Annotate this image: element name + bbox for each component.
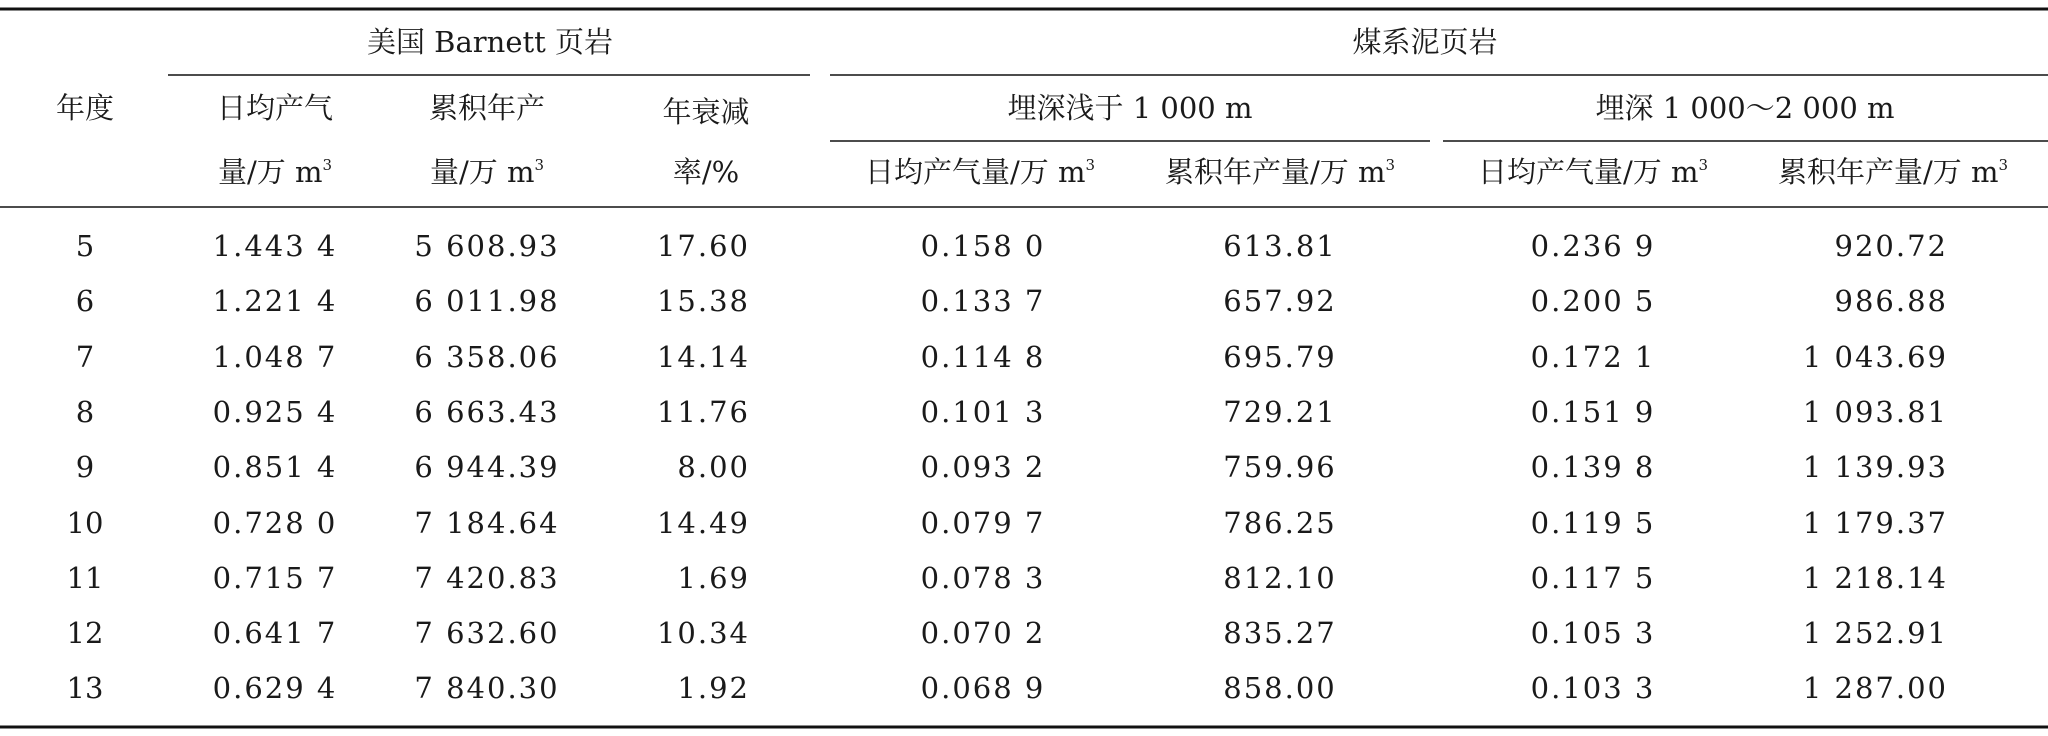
cell-dp-cum: 920.72 (1834, 229, 1948, 263)
cell-us-cum: 7 184.64 (414, 505, 560, 540)
us-daily-sup: 3 (322, 156, 333, 174)
cell-us-daily: 0.925 4 (212, 394, 338, 429)
cell-sh-daily: 0.093 2 (920, 450, 1046, 485)
shallow-daily-header (865, 155, 1095, 189)
shallow-daily-unit: 日均产气量/万 m (864, 155, 1086, 189)
cell-dp-daily: 0.117 5 (1530, 560, 1656, 595)
us-cum-header-line1: 累积年产 (428, 91, 546, 125)
deep-daily-unit: 日均产气量/万 m (1477, 155, 1699, 189)
cell-sh-cum: 613.81 (1223, 229, 1337, 263)
cell-us-cum: 5 608.93 (414, 229, 560, 263)
cell-dp-daily: 0.236 9 (1530, 229, 1656, 263)
cell-dp-cum: 1 287.00 (1802, 671, 1948, 706)
cell-dp-daily: 0.139 8 (1530, 450, 1656, 485)
cell-year: 12 (66, 616, 104, 651)
shallow-daily-sup: 3 (1085, 156, 1096, 174)
sub-shallow-header: 埋深浅于 1 000 m (1007, 91, 1253, 125)
cell-us-decline: 15.38 (656, 284, 750, 319)
us-decline-header-line1: 年衰减 (662, 95, 750, 129)
cell-sh-daily: 0.114 8 (920, 339, 1046, 374)
cell-sh-cum: 835.27 (1223, 616, 1337, 651)
us-cum-unit: 量/万 m (429, 155, 535, 189)
cell-us-daily: 0.715 7 (212, 560, 338, 595)
group-coal-header: 煤系泥页岩 (1352, 25, 1498, 59)
cell-dp-daily: 0.172 1 (1530, 339, 1656, 374)
cell-dp-daily: 0.105 3 (1530, 616, 1656, 651)
cell-us-decline: 14.14 (656, 339, 750, 374)
cell-us-cum: 6 663.43 (414, 394, 560, 429)
cell-us-daily: 0.629 4 (212, 671, 338, 706)
cell-sh-cum: 657.92 (1223, 284, 1337, 319)
cell-sh-daily: 0.079 7 (920, 505, 1046, 540)
cell-us-daily: 1.048 7 (212, 339, 338, 374)
cell-year: 11 (66, 560, 104, 595)
cell-dp-cum: 1 179.37 (1802, 505, 1948, 540)
cell-us-cum: 7 420.83 (414, 560, 560, 595)
cell-sh-daily: 0.101 3 (920, 394, 1046, 429)
cell-us-decline: 1.69 (677, 560, 750, 595)
cell-year: 9 (75, 450, 95, 485)
cell-dp-cum: 1 139.93 (1802, 450, 1948, 485)
deep-cum-header (1778, 155, 2008, 189)
cell-year: 10 (66, 505, 104, 540)
shallow-cum-sup: 3 (1385, 156, 1396, 174)
cell-us-decline: 8.00 (677, 450, 750, 485)
cell-dp-daily: 0.151 9 (1530, 394, 1656, 429)
us-cum-header-line2 (430, 155, 544, 189)
cell-us-decline: 17.60 (656, 229, 750, 263)
cell-sh-cum: 759.96 (1223, 450, 1337, 485)
cell-us-daily: 0.728 0 (212, 505, 338, 540)
cell-us-cum: 7 840.30 (414, 671, 560, 706)
cell-dp-daily: 0.119 5 (1530, 505, 1656, 540)
cell-dp-cum: 1 218.14 (1802, 560, 1948, 595)
group-us-header: 美国 Barnett 页岩 (366, 25, 614, 59)
cell-year: 5 (75, 229, 95, 263)
shallow-cum-header (1165, 155, 1395, 189)
cell-sh-cum: 858.00 (1223, 671, 1337, 706)
us-daily-unit: 量/万 m (217, 155, 323, 189)
cell-dp-daily: 0.200 5 (1530, 284, 1656, 319)
cell-us-decline: 11.76 (656, 394, 750, 429)
cell-dp-daily: 0.103 3 (1530, 671, 1656, 706)
cell-year: 13 (66, 671, 104, 706)
cell-sh-cum: 786.25 (1223, 505, 1337, 540)
cell-sh-daily: 0.133 7 (920, 284, 1046, 319)
cell-us-daily: 1.443 4 (212, 229, 338, 263)
deep-daily-header (1478, 155, 1708, 189)
cell-dp-cum: 1 252.91 (1802, 616, 1948, 651)
cell-sh-daily: 0.078 3 (920, 560, 1046, 595)
cell-sh-daily: 0.070 2 (920, 616, 1046, 651)
cell-dp-cum: 986.88 (1834, 284, 1948, 319)
deep-cum-unit: 累积年产量/万 m (1777, 155, 1999, 189)
cell-sh-cum: 729.21 (1223, 394, 1337, 429)
cell-us-cum: 7 632.60 (414, 616, 560, 651)
cell-us-decline: 1.92 (677, 671, 750, 706)
deep-cum-sup: 3 (1998, 156, 2009, 174)
sub-deep-header: 埋深 1 000～2 000 m (1595, 91, 1895, 125)
cell-us-daily: 1.221 4 (212, 284, 338, 319)
cell-us-cum: 6 011.98 (414, 284, 560, 319)
us-decline-header-line2: 率/% (672, 155, 740, 189)
cell-dp-cum: 1 093.81 (1802, 394, 1948, 429)
cell-us-daily: 0.641 7 (212, 616, 338, 651)
cell-sh-cum: 695.79 (1223, 339, 1337, 374)
cell-year: 6 (75, 284, 95, 319)
cell-year: 8 (75, 394, 95, 429)
us-cum-sup: 3 (534, 156, 545, 174)
cell-us-daily: 0.851 4 (212, 450, 338, 485)
cell-sh-cum: 812.10 (1223, 560, 1337, 595)
cell-dp-cum: 1 043.69 (1802, 339, 1948, 374)
deep-daily-sup: 3 (1698, 156, 1709, 174)
cell-us-cum: 6 944.39 (414, 450, 560, 485)
shallow-cum-unit: 累积年产量/万 m (1164, 155, 1386, 189)
cell-us-decline: 14.49 (656, 505, 750, 540)
cell-us-decline: 10.34 (656, 616, 750, 651)
us-daily-header-line2 (218, 155, 332, 189)
cell-year: 7 (75, 339, 95, 374)
cell-us-cum: 6 358.06 (414, 339, 560, 374)
cell-sh-daily: 0.158 0 (920, 229, 1046, 263)
cell-sh-daily: 0.068 9 (920, 671, 1046, 706)
year-header: 年度 (55, 91, 115, 125)
us-daily-header-line1: 日均产气 (216, 91, 334, 125)
